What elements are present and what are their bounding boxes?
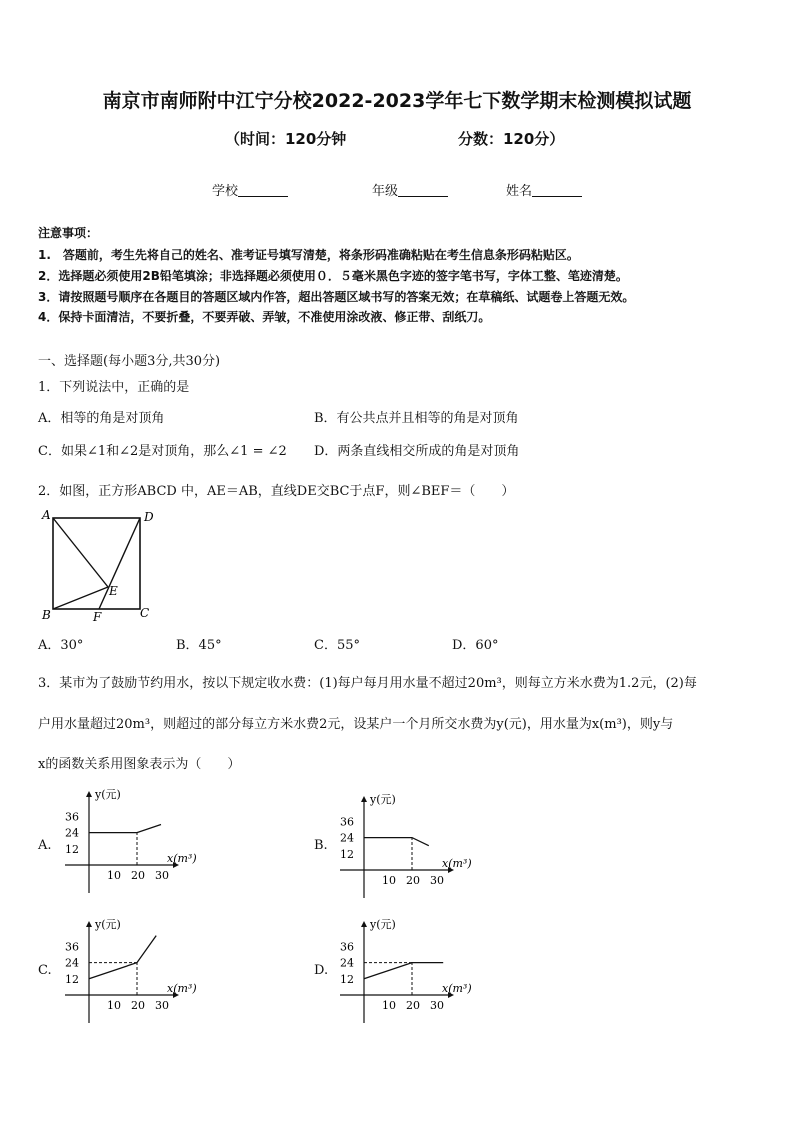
y-axis-label: y(元)	[370, 793, 396, 806]
q2-option-d[interactable]: D．60°	[452, 638, 499, 653]
y-tick-label: 36	[340, 940, 354, 954]
notice-item-2: 2．选择题必须使用2B铅笔填涂；非选择题必须使用０．５毫米黑色字迹的签字笔书写，字体工整、笔迹清楚。	[38, 269, 628, 283]
label-f: F	[93, 610, 102, 624]
x-tick-label: 20	[131, 999, 145, 1012]
school-label: 学校	[212, 184, 239, 199]
x-tick-label: 30	[430, 874, 444, 887]
notice-heading: 注意事项：	[38, 226, 99, 240]
y-tick-label: 24	[340, 956, 354, 970]
q3-graph-d	[330, 915, 490, 1030]
y-axis-arrow	[86, 921, 92, 927]
label-d: D	[144, 510, 154, 524]
y-tick-label: 24	[340, 831, 354, 845]
x-tick-label: 30	[155, 999, 169, 1012]
y-axis-arrow	[361, 796, 367, 802]
page-title: 南京市南师附中江宁分校2022-2023学年七下数学期末检测模拟试题	[102, 90, 692, 112]
q2-square-figure	[36, 505, 161, 625]
q1-stem: 1．下列说法中，正确的是	[38, 380, 190, 395]
q3-graph-c	[55, 915, 215, 1030]
y-tick-label: 12	[65, 842, 79, 856]
y-tick-label: 24	[65, 956, 79, 970]
y-tick-label: 12	[340, 847, 354, 861]
y-tick-label: 12	[65, 972, 79, 986]
x-tick-label: 30	[430, 999, 444, 1012]
line-df	[99, 518, 140, 609]
q2-stem: 2．如图，正方形ABCD 中，AE＝AB，直线DE交BC于点F，则∠BEF＝（ ）	[38, 484, 515, 499]
x-axis-label: x(m³)	[167, 982, 197, 995]
label-c: C	[140, 606, 150, 620]
x-tick-label: 10	[107, 999, 121, 1012]
x-tick-label: 30	[155, 869, 169, 882]
q1-option-d[interactable]: D．两条直线相交所成的角是对顶角	[314, 444, 520, 459]
y-tick-label: 12	[340, 972, 354, 986]
q2-option-c[interactable]: C．55°	[314, 638, 360, 653]
series-line	[89, 825, 161, 833]
series-line	[89, 936, 156, 979]
series-line	[364, 838, 429, 846]
x-axis-label: x(m³)	[167, 852, 197, 865]
section-heading: 一、选择题(每小题3分,共30分)	[38, 354, 221, 369]
q1-option-a[interactable]: A．相等的角是对顶角	[38, 411, 165, 426]
q3-option-a-label[interactable]: A.	[38, 838, 52, 853]
q2-option-a[interactable]: A．30°	[38, 638, 84, 653]
q3-option-d-label[interactable]: D.	[314, 963, 329, 978]
y-tick-label: 24	[65, 826, 79, 840]
grade-label: 年级	[372, 184, 399, 199]
grade-field[interactable]	[372, 180, 448, 199]
square-abcd	[53, 518, 140, 609]
y-axis-arrow	[86, 791, 92, 797]
x-tick-label: 20	[406, 999, 420, 1012]
q3-option-c-label[interactable]: C.	[38, 963, 52, 978]
q3-option-b-label[interactable]: B.	[314, 838, 328, 853]
segment-ae	[53, 518, 108, 587]
q2-option-b[interactable]: B．45°	[176, 638, 222, 653]
series-line	[364, 963, 443, 979]
notice-item-4: 4．保持卡面清洁，不要折叠，不要弄破、弄皱，不准使用涂改液、修正带、刮纸刀。	[38, 310, 491, 324]
name-field[interactable]	[506, 180, 582, 199]
q1-option-b[interactable]: B．有公共点并且相等的角是对顶角	[314, 411, 519, 426]
name-label: 姓名	[506, 184, 533, 199]
label-a: A	[42, 508, 51, 522]
q3-line-3: x的函数关系用图象表示为（ ）	[38, 757, 241, 772]
label-e: E	[109, 584, 118, 598]
y-tick-label: 36	[340, 815, 354, 829]
y-axis-label: y(元)	[95, 788, 121, 801]
x-tick-label: 10	[382, 874, 396, 887]
y-tick-label: 36	[65, 810, 79, 824]
exam-score: 分数：120分）	[458, 130, 565, 148]
y-axis-label: y(元)	[95, 918, 121, 931]
x-tick-label: 20	[406, 874, 420, 887]
notice-item-3: 3．请按照题号顺序在各题目的答题区域内作答，超出答题区域书写的答案无效；在草稿纸、试题卷上答题无效。	[38, 290, 635, 304]
q3-graph-a	[55, 785, 215, 900]
x-axis-label: x(m³)	[442, 982, 472, 995]
y-tick-label: 36	[65, 940, 79, 954]
x-tick-label: 20	[131, 869, 145, 882]
notice-item-1: 1. 答题前，考生先将自己的姓名、准考证号填写清楚，将条形码准确粘贴在考生信息条形码粘贴区。	[38, 248, 579, 262]
x-axis-label: x(m³)	[442, 857, 472, 870]
y-axis-arrow	[361, 921, 367, 927]
q1-option-c[interactable]: C．如果∠1和∠2是对顶角，那么∠1 = ∠2	[38, 444, 287, 459]
q3-graph-b	[330, 790, 490, 905]
label-b: B	[42, 608, 51, 622]
exam-time: （时间：120分钟	[225, 130, 347, 148]
y-axis-label: y(元)	[370, 918, 396, 931]
q3-line-2: 户用水量超过20m³，则超过的部分每立方米水费2元，设某户一个月所交水费为y(元)，用水量为x(m³)，则y与	[38, 717, 674, 732]
q3-line-1: 3．某市为了鼓励节约用水，按以下规定收水费：(1)每户每月用水量不超过20m³，则每立方米水费为1.2元，(2)每	[38, 676, 697, 691]
x-tick-label: 10	[107, 869, 121, 882]
school-field[interactable]	[212, 180, 288, 199]
x-tick-label: 10	[382, 999, 396, 1012]
